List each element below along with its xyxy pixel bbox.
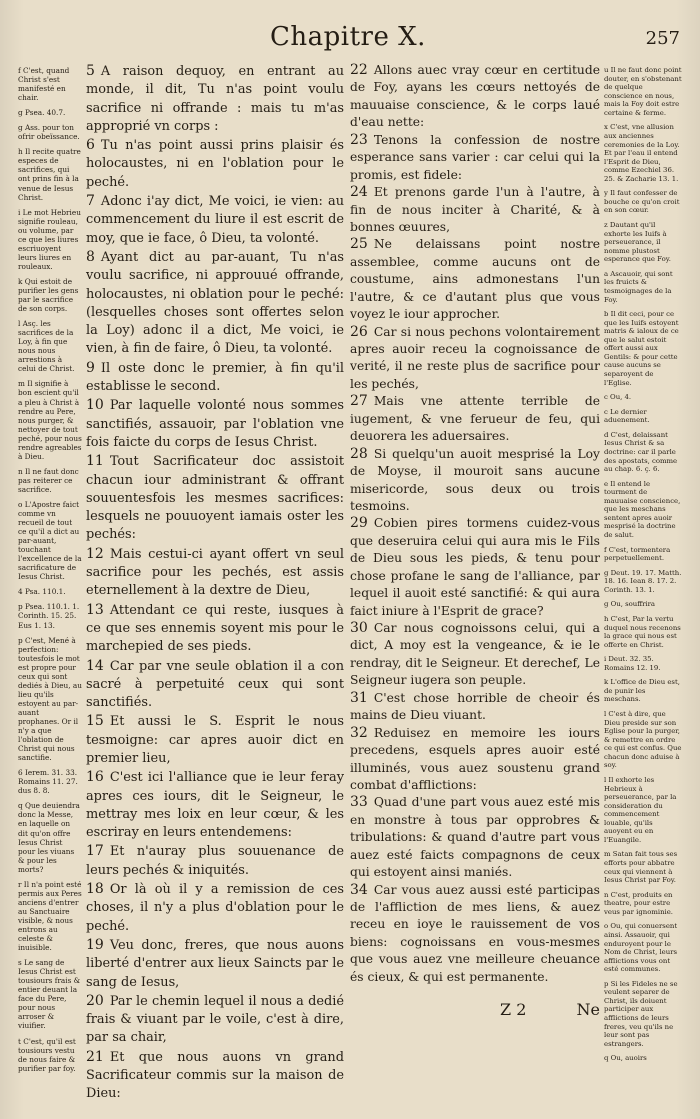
margin-note: u Il ne faut donc point douter, en s'obstenant de quelque conscience en nous, mais la Foy doit estre certaine & ferme. [604,66,682,117]
verse-text: Ayant dict au par-auant, Tu n'as voulu sacrifice, ni approuué offrande, holocaustes, ni oblation pour le peché: (lesquelles choses sont offertes selon la Loy) adonc il a dict, Me voici, ie vien, à fin de faire, ô Dieu, ta volonté. [86,249,344,357]
verse [350,620,600,690]
verse [350,62,600,132]
verse-number: 33 [350,794,368,811]
verse-number: 27 [350,393,368,410]
margin-note: n C'est, produits en theatre, pour estre veus par ignominie. [604,890,673,916]
margin-note: g Deut. 19. 17. Matth. 18. 16. Iean 8. 17. 2. Corinth. 13. 1. [604,568,682,594]
margin-note: l C'est à dire, que Dieu preside sur son Eglise pour la purger, & remettre en ordre ce qui est confus. Que chacun donc aduise à soy. [604,710,682,770]
verse-text: C'est ici l'alliance que ie leur feray apres ces iours, dit le Seigneur, le mettray mes loix en leur cœur, & les escriray en leurs entendemens: [86,770,344,841]
margin-note: m Satan fait tous ses efforts pour abbatre ceux qui viennent à Iesus Christ par Foy. [604,850,678,885]
verse-number: 9 [86,359,95,376]
verse [86,768,344,842]
verse-number: 28 [350,445,368,462]
page-header [270,22,680,56]
verse-number: 6 [86,137,95,154]
verse-number: 31 [350,689,368,706]
page-footer [350,1000,600,1024]
verse-number: 18 [86,881,104,898]
margin-note: i Deut. 32. 35. Romains 12. 19. [604,655,661,672]
verse [86,396,344,452]
verse-text: A raison dequoy, en entrant au monde, il dit, Tu n'as point voulu sacrifice ni offrande : mais tu m'as approprié vn corps : [86,64,344,134]
verse-text: Si quelqu'un auoit mesprisé la Loy de Moyse, il mouroit sans aucune misericorde, sous deux ou trois tesmoins. [350,446,600,513]
margin-note: r Il n'a point esté permis aux Peres anciens d'entrer au Sanctuaire visible, & nous entrons au celeste & inuisible. [18,879,82,953]
margin-note: z Dautant qu'il exhorte les Iuifs à perseuerance, il nomme plustost esperance que Foy. [604,221,671,264]
verse [350,324,600,394]
verse [86,545,344,601]
verse-text: Et prenons garde l'un à l'autre, à fin de nous inciter à Charité, & à bonnes œuures, [350,185,600,234]
verse [350,184,600,236]
verse-text: Mais vne attente terrible de iugement, & vne ferueur de feu, qui deuorera les aduersaires. [350,394,600,444]
verse [86,842,344,880]
verse [86,936,344,992]
verse-number: 34 [350,881,368,898]
verse-text: Attendant ce qui reste, iusques à ce que ses ennemis soyent mis pour le marchepied de ses pieds. [86,602,344,655]
verse-text: Allons auec vray cœur en certitude de Foy, ayans les cœurs nettoyés de mauuaise conscience, & le corps laué d'eau nette: [350,63,600,130]
verse-number: 20 [86,992,104,1009]
verse-number: 24 [350,184,368,201]
folio-number: 257 [645,28,680,49]
left-text-column [86,62,344,1104]
left-margin-notes [18,66,82,1079]
margin-note: s Le sang de Iesus Christ est tousiours frais & entier deuant la face du Pere, pour nous arroser & viuifier. [18,958,81,1031]
margin-note: l Il exhorte les Hebrieux à perseuerance, par la consideration du commencement louable, qu'ils auoyent eu en l'Euangile. [604,775,677,844]
verse [86,359,344,397]
margin-note: c Le dernier aduenement. [604,407,650,425]
margin-note: g Ou, souffrira [604,600,655,609]
verse-text: Et que nous auons vn grand Sacrificateur commis sur la maison de Dieu: [86,1049,344,1102]
verse [350,446,600,516]
verse-number: 19 [86,936,104,953]
verse-number: 5 [86,63,95,79]
verse-number: 16 [86,769,104,786]
verse-text: Veu donc, freres, que nous auons liberté d'entrer aux lieux Saincts par le sang de Iesus, [86,937,344,990]
verse-number: 10 [86,397,104,414]
verse-text: Car vous auez aussi esté participas de l'affliction de mes liens, & auez receu en ioye le rauissement de vos biens: cognoissans en vous-mesmes que vous auez vne meilleure cheuance és cieux, & qui est permanente. [350,882,600,984]
margin-note: f C'est, quand Christ s'est manifesté en chair. [18,66,70,103]
margin-note: q Ou, auoirs [604,1054,647,1063]
margin-note: m Il signifie à bon escient qu'il a pleu à Christ à rendre au Pere, nous purger, & nettoyer de tout peché, pour nous rendre agreables à Dieu. [18,379,82,461]
verse-number: 15 [86,713,104,730]
right-margin-notes [604,66,682,1069]
right-text-column [350,62,600,986]
verse-number: 21 [86,1048,104,1065]
verse-number: 13 [86,601,104,618]
verse-text: Par laquelle volonté nous sommes sanctifiés, assauoir, par l'oblation vne fois faicte du corps de Iesus Christ. [86,398,344,450]
verse [350,794,600,881]
verse-text: Tenons la confession de nostre esperance sans varier : car celui qui la promis, est fidele: [350,132,600,182]
margin-note: b Il dit ceci, pour ce que les Iuifs estoyent matris & ialoux de ce que le salut estoit offert aussi aux Gentils: & pour cette cause aucuns se separoyent de l'Eglise. [604,310,679,387]
verse [86,880,344,936]
verse-number: 11 [86,453,104,470]
margin-note: h Il recite quatre especes de sacrifices, qui ont prins fin à la venue de Iesus Christ. [18,147,81,202]
verse-text: Cobien pires tormens cuidez-vous que deseruira celui qui aura mis le Fils de Dieu sous les pieds, & tenu pour chose profane le sang de l'alliance, par lequel il auoit esté sanctifié: & qui aura faict iniure à l'Esprit de grace? [350,516,600,618]
verse [86,601,344,657]
verse-text: Adonc i'ay dict, Me voici, ie vien: au commencement du liure il est escrit de moy, que ie face, ô Dieu, ta volonté. [86,194,344,246]
verse-text: Et aussi le S. Esprit le nous tesmoigne: car apres auoir dict en premier lieu, [86,714,344,766]
margin-note: g Psea. 40.7. [18,108,66,118]
verse-number: 30 [350,620,368,636]
margin-note: o Ou, qui conuersent ainsi. Assauoir, qui enduroyent pour le Nom de Christ, leurs afflictions vous ont esté communes. [604,922,678,974]
verse-text: Et n'auray plus souuenance de leurs pechés & iniquités. [86,844,344,878]
verse-text: Car par vne seule oblation il a con sacré à perpetuité ceux qui sont sanctifiés. [86,658,344,711]
verse-text: Mais cestui-ci ayant offert vn seul sacrifice pour les pechés, est assis eternellement à la dextre de Dieu, [86,546,344,599]
margin-note: e Il entend le tourment de mauuaise conscience, que les meschans sentent apres auoir mesprisé la doctrine de salut. [604,479,681,539]
verse-text: Quad d'une part vous auez esté mis en monstre à tous par opprobres & tribulations: & quand d'autre part vous auez esté faicts compagnons de ceux qui estoyent ainsi maniés. [350,795,600,880]
verse [350,236,600,323]
margin-note: 6 Ierem. 31. 33. Romains 11. 27. dus 8. 8. [18,768,78,796]
verse [86,192,344,248]
verse-number: 14 [86,657,104,674]
verse-text: Car si nous pechons volontairement apres auoir receu la cognoissance de verité, il ne reste plus de sacrifice pour les pechés, [350,324,600,391]
verse [86,136,344,192]
verse-text: Il oste donc le premier, à fin qu'il establisse le second. [86,360,344,395]
verse [350,132,600,184]
margin-note: 4 Psa. 110.1. [18,587,66,597]
catchword: Ne [576,1000,600,1019]
verse-number: 8 [86,248,95,265]
verse-text: Par le chemin lequel il nous a dedié frais & viuant par le voile, c'est à dire, par sa chair, [86,993,344,1046]
verse [350,393,600,445]
verse-number: 22 [350,62,368,78]
margin-note: t C'est, qu'il est tousiours vestu de nous faire & purifier par foy. [18,1036,76,1073]
margin-note: d C'est, delaissant Iesus Christ & sa doctrine: car il parle des apostats, comme au chap. 6. ç. 6. [604,430,678,474]
verse-number: 12 [86,545,104,562]
signature-mark: Z 2 [500,1000,527,1019]
margin-note: h C'est, Par la vertu duquel nous recenons la grace qui nous est offerte en Christ. [604,614,681,649]
verse [86,1048,344,1104]
margin-note: q Que deuiendra donc la Messe, en laquelle on dit qu'on offre Iesus Christ pour les viuans & pour les morts? [18,801,80,874]
margin-note: i Le mot Hebrieu signifie rouleau, ou volume, par ce que les liures escriuoyent leurs liures en rouleaux. [18,207,81,271]
verse [350,690,600,725]
verse-text: C'est chose horrible de cheoir és mains de Dieu viuant. [350,690,600,723]
verse-text: Or là où il y a remission de ces choses, il n'y a plus d'oblation pour le peché. [86,882,344,934]
verse-text: Car nous cognoissons celui, qui a dict, A moy est la vengeance, & ie le rendray, dit le Seigneur. Et derechef, Le Seigneur iugera son peuple. [350,621,600,688]
margin-note: o L'Apostre faict comme vn recueil de tout ce qu'il a dict au par-auant, touchant l'excellence de la sacrificature de Iesus Christ. [18,499,82,582]
margin-note: p C'est, Mené à perfection: toutesfois le mot est propre pour ceux qui sont dediés à Dieu, au lieu qu'ils estoyent au par-auant prophanes. Or il n'y a que l'oblation de Christ qui nous sanctifie. [18,635,82,763]
margin-note: a Ascauoir, qui sont les fruicts & tesmoignages de la Foy. [604,269,673,304]
verse [86,657,344,713]
margin-note: p Si les Fideles ne se veulent separer de Christ, ils doiuent participer aux afflictions de leurs freres, veu qu'ils ne leur sont pas estrangers. [604,979,678,1048]
margin-note: k Qui estoit de purifier les gens par le sacrifice de son corps. [18,276,79,314]
margin-note: g Ass. pour ton ofrir obeïssance. [18,123,80,142]
verse-number: 26 [350,323,368,340]
margin-note: n Il ne faut donc pas reiterer ce sacrifice. [18,466,79,494]
margin-note: p Psea. 110.1. 1. Corinth. 15. 25. Eus 1. 13. [18,602,80,630]
verse-number: 23 [350,131,368,148]
margin-note: y Il faut confesser de bouche ce qu'on croit en son cœur. [604,189,680,215]
verse [86,712,344,768]
verse [86,248,344,359]
verse-number: 32 [350,724,368,741]
verse [86,62,344,136]
verse-number: 7 [86,193,95,210]
verse [350,725,600,795]
verse-number: 25 [350,236,368,253]
verse-number: 17 [86,843,104,860]
margin-note: x C'est, vne allusion aux anciennes ceremonies de la Loy. Et par l'eau il entend l'Esprit de Dieu, comme Ezechiel 36. 25. & Zacharie 13. 1. [604,123,680,183]
margin-note: f C'est, tormentera perpetuellement. [604,545,671,563]
verse-text: Tout Sacrificateur doc assistoit chacun iour administrant & offrant souuentesfois les mesmes sacrifices: lesquels ne pouuoyent iamais oster les pechés: [86,454,344,543]
verse-text: Ne delaissans point nostre assemblee, comme aucuns ont de coustume, ains admonestans l'un l'autre, & ce d'autant plus que vous voyez le iour approcher. [350,237,600,322]
margin-note: l Asç. les sacrifices de la Loy, à fin que nous nous arrestions à celui de Christ. [18,319,75,374]
verse [86,452,344,544]
verse-text: Reduisez en memoire les iours precedens, esquels apres auoir esté illuminés, vous auez soustenu grand combat d'afflictions: [350,725,600,792]
verse-text: Tu n'as point aussi prins plaisir és holocaustes, ni en l'oblation pour le peché. [86,138,344,190]
margin-note: k L'office de Dieu est, de punir les meschans. [604,678,680,704]
verse [350,882,600,987]
margin-note: c Ou, 4. [604,393,632,402]
verse [86,992,344,1048]
verse-number: 29 [350,515,368,532]
verse [350,515,600,620]
chapter-title: Chapitre X. [270,22,426,52]
